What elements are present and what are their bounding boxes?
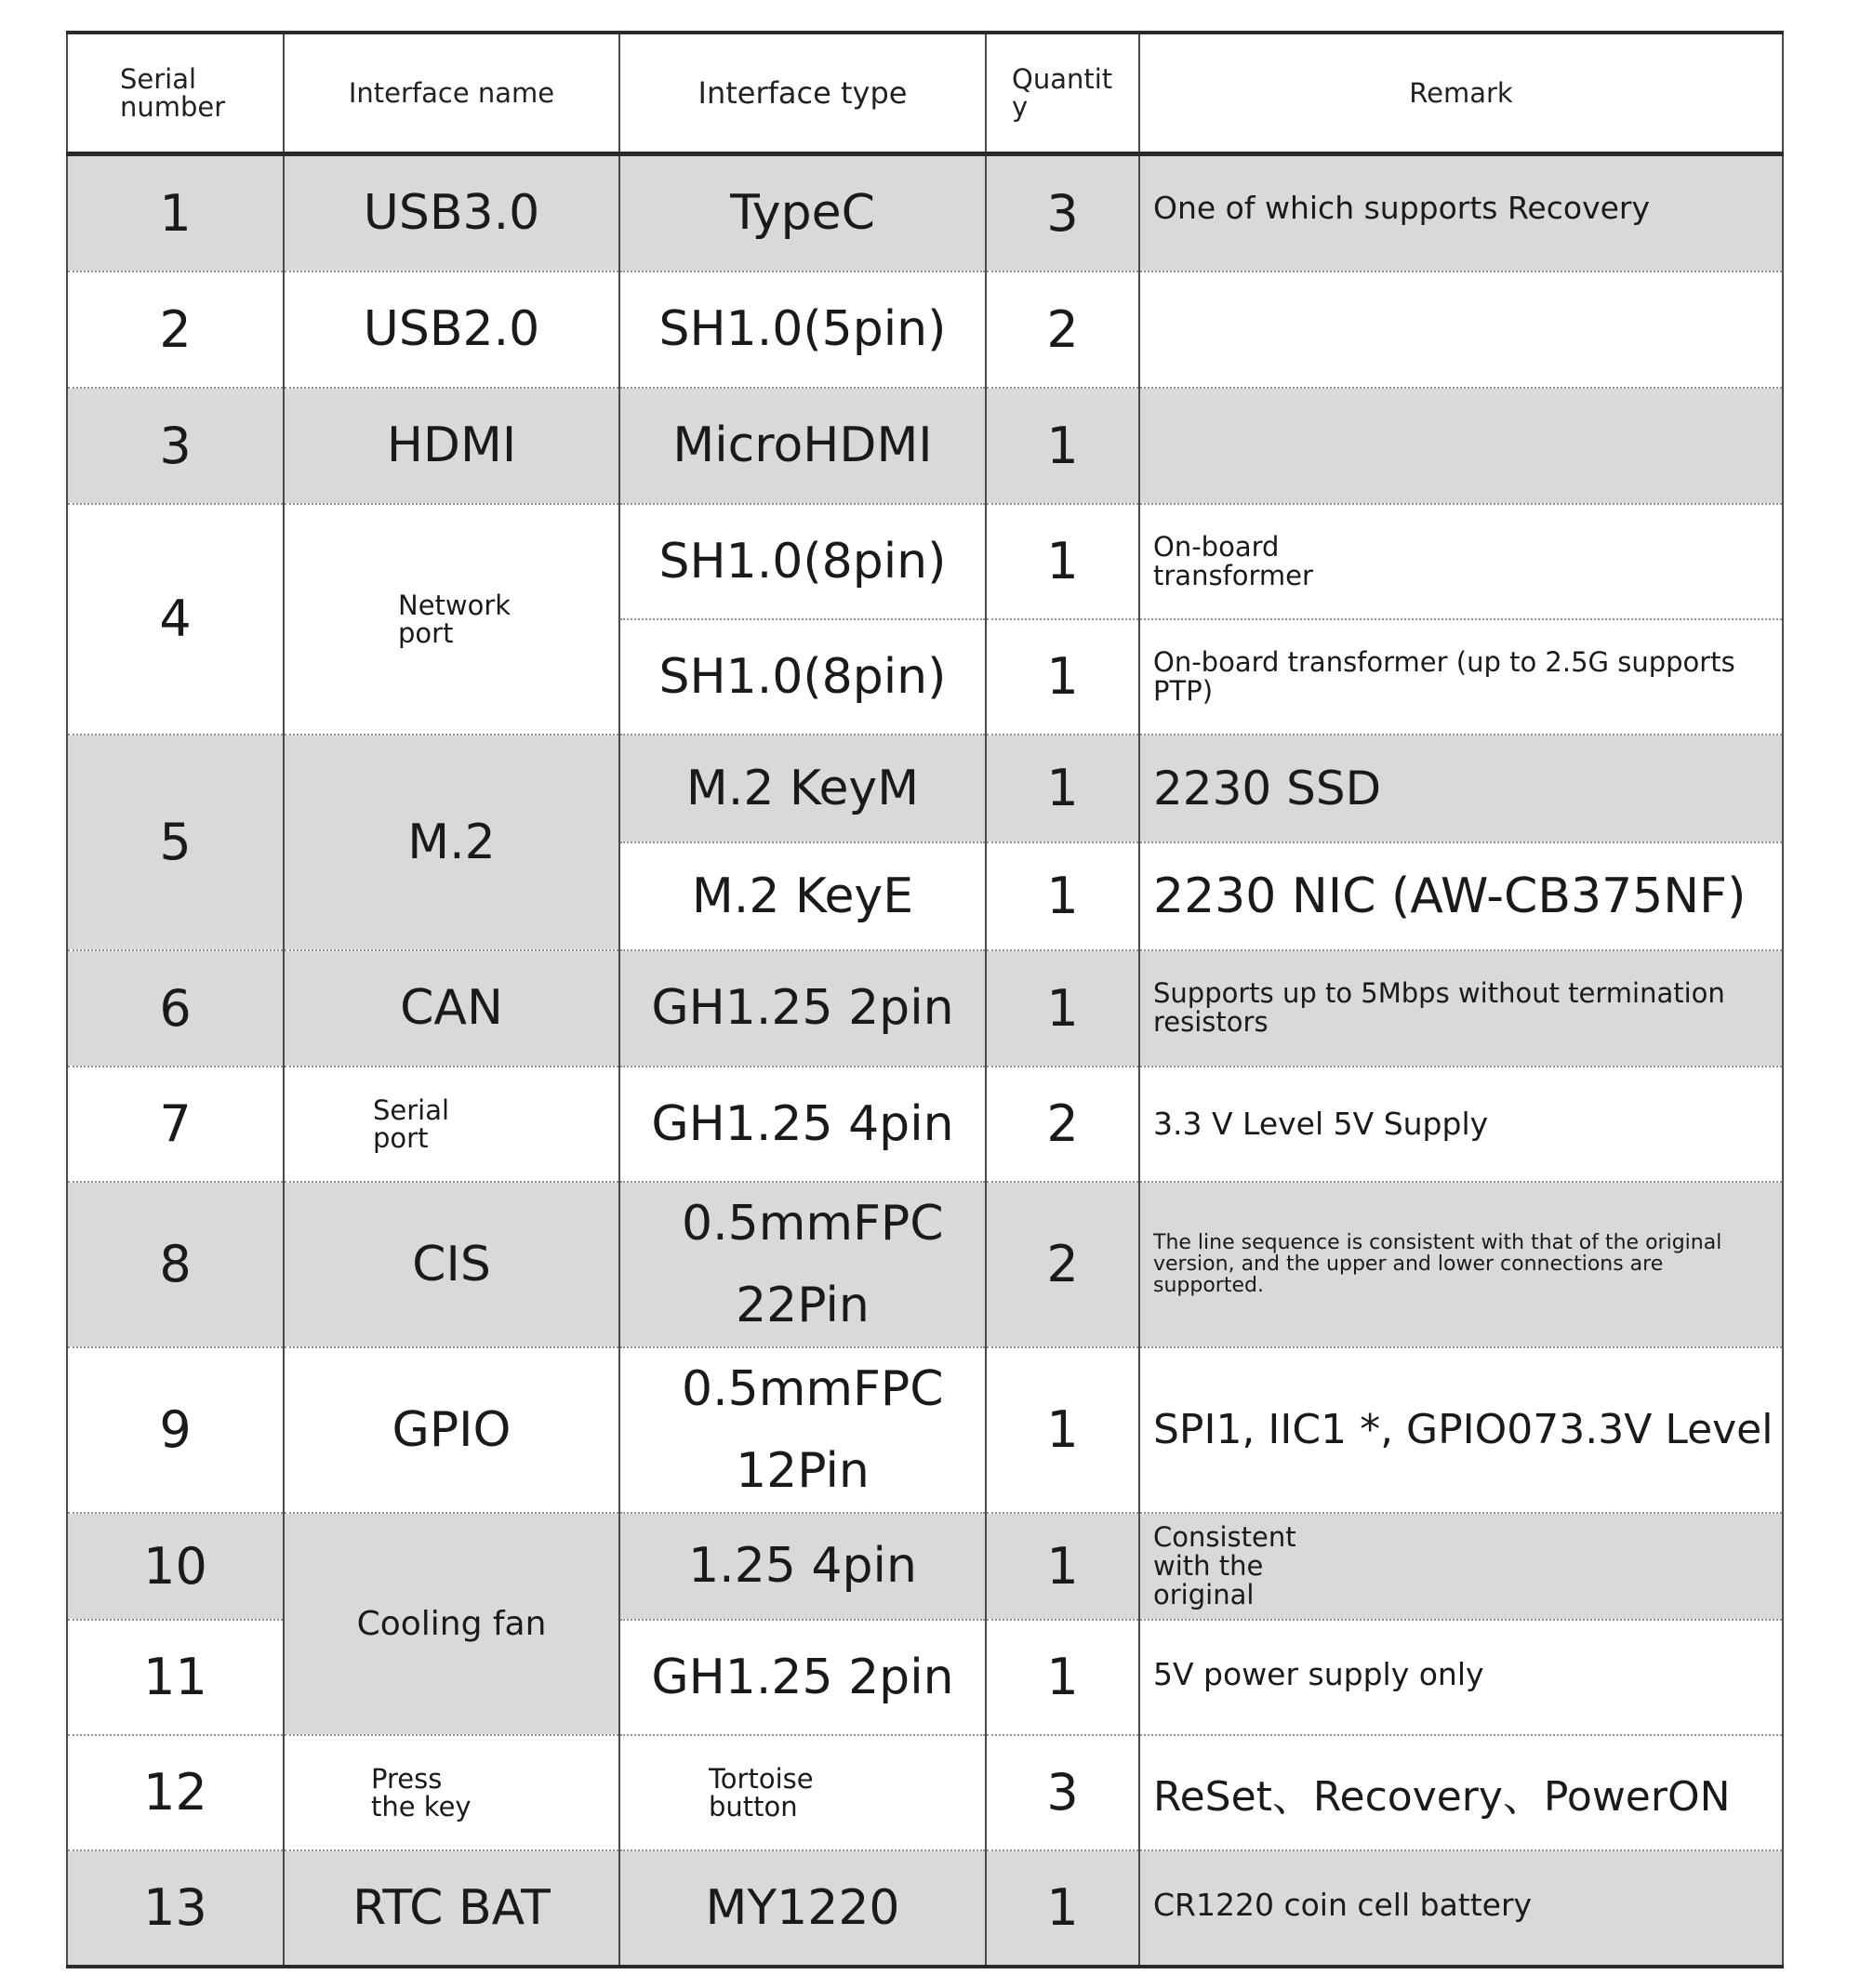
table-row [67,1347,1783,1513]
remark-cell: 5V power supply only [1139,1620,1783,1735]
table-row [67,950,1783,1067]
type-cell: MY1220 [619,1850,986,1967]
header-quantity-text: Quantit y [1012,63,1113,123]
remark-cell [1139,1513,1783,1620]
quantity-cell: 2 [986,272,1139,388]
table-row [67,388,1783,504]
type-cell: TypeC [619,154,986,272]
type-text: Tortoise button [709,1762,814,1822]
serial-cell: 4 [67,504,284,735]
name-cell: RTC BAT [284,1850,619,1967]
name-text: Press the key [371,1762,472,1822]
name-cell [284,1067,619,1182]
name-cell: USB3.0 [284,154,619,272]
name-cell: CAN [284,950,619,1067]
name-text: Network port [398,589,512,649]
quantity-cell: 2 [986,1067,1139,1182]
type-cell: SH1.0(5pin) [619,272,986,388]
remark-cell [1139,272,1783,388]
header-type: Interface type [619,33,986,154]
serial-cell: 12 [67,1735,284,1850]
type-text: 0.5mmFPC 12Pin [682,1360,944,1499]
type-cell: MicroHDMI [619,388,986,504]
remark-text: On-board transformer [1153,530,1313,591]
header-name: Interface name [284,33,619,154]
serial-cell: 6 [67,950,284,1067]
remark-cell: One of which supports Recovery [1139,154,1783,272]
quantity-cell: 2 [986,1182,1139,1347]
table-row [67,272,1783,388]
type-cell: GH1.25 2pin [619,1620,986,1735]
serial-cell: 1 [67,154,284,272]
remark-cell: Supports up to 5Mbps without termination resistors [1139,950,1783,1067]
type-cell: M.2 KeyM [619,735,986,842]
remark-cell: ReSet、Recovery、PowerON [1139,1735,1783,1850]
name-text: Serial port [373,1093,450,1154]
table-row [67,1182,1783,1347]
name-cell [284,504,619,735]
interface-table [66,31,1784,1968]
name-cell: CIS [284,1182,619,1347]
serial-cell: 2 [67,272,284,388]
table-row [67,1067,1783,1182]
remark-cell [1139,388,1783,504]
quantity-cell: 1 [986,1347,1139,1513]
type-cell [619,1182,986,1347]
remark-cell: 2230 NIC (AW-CB375NF) [1139,842,1783,950]
type-text: 0.5mmFPC 22Pin [682,1195,944,1333]
quantity-cell: 1 [986,504,1139,619]
serial-cell: 7 [67,1067,284,1182]
remark-text: Consistent with the original [1153,1520,1296,1610]
quantity-cell: 1 [986,950,1139,1067]
remark-cell: SPI1, IIC1 *, GPIO073.3V Level [1139,1347,1783,1513]
table-row [67,1735,1783,1850]
name-cell: M.2 [284,735,619,950]
serial-cell: 11 [67,1620,284,1735]
serial-cell: 13 [67,1850,284,1967]
header-remark: Remark [1139,33,1783,154]
header-quantity [986,33,1139,154]
quantity-cell: 1 [986,1513,1139,1620]
table-row [67,504,1783,619]
table-row [67,735,1783,842]
remark-cell: 2230 SSD [1139,735,1783,842]
type-cell: SH1.0(8pin) [619,504,986,619]
quantity-cell: 1 [986,1850,1139,1967]
type-cell: SH1.0(8pin) [619,619,986,735]
name-cell: HDMI [284,388,619,504]
quantity-cell: 1 [986,619,1139,735]
remark-cell: 3.3 V Level 5V Supply [1139,1067,1783,1182]
serial-cell: 5 [67,735,284,950]
type-cell [619,1735,986,1850]
quantity-cell: 1 [986,1620,1139,1735]
name-cell: GPIO [284,1347,619,1513]
quantity-cell: 1 [986,842,1139,950]
type-cell: GH1.25 4pin [619,1067,986,1182]
name-cell: USB2.0 [284,272,619,388]
type-cell: M.2 KeyE [619,842,986,950]
name-cell [284,1735,619,1850]
remark-cell: On-board transformer (up to 2.5G supports PTP) [1139,619,1783,735]
serial-cell: 3 [67,388,284,504]
header-serial-text: Serial number [120,63,226,123]
name-cell: Cooling fan [284,1513,619,1735]
header-serial [67,33,284,154]
serial-cell: 9 [67,1347,284,1513]
type-cell: 1.25 4pin [619,1513,986,1620]
type-cell: GH1.25 2pin [619,950,986,1067]
table-row [67,1850,1783,1967]
table-row [67,1513,1783,1620]
serial-cell: 8 [67,1182,284,1347]
remark-cell: The line sequence is consistent with that of the original version, and the upper and lower connections are supported. [1139,1182,1783,1347]
type-cell [619,1347,986,1513]
quantity-cell: 1 [986,735,1139,842]
remark-cell: CR1220 coin cell battery [1139,1850,1783,1967]
quantity-cell: 3 [986,1735,1139,1850]
quantity-cell: 1 [986,388,1139,504]
serial-cell: 10 [67,1513,284,1620]
header-row [67,33,1783,154]
table-row [67,154,1783,272]
quantity-cell: 3 [986,154,1139,272]
remark-cell [1139,504,1783,619]
